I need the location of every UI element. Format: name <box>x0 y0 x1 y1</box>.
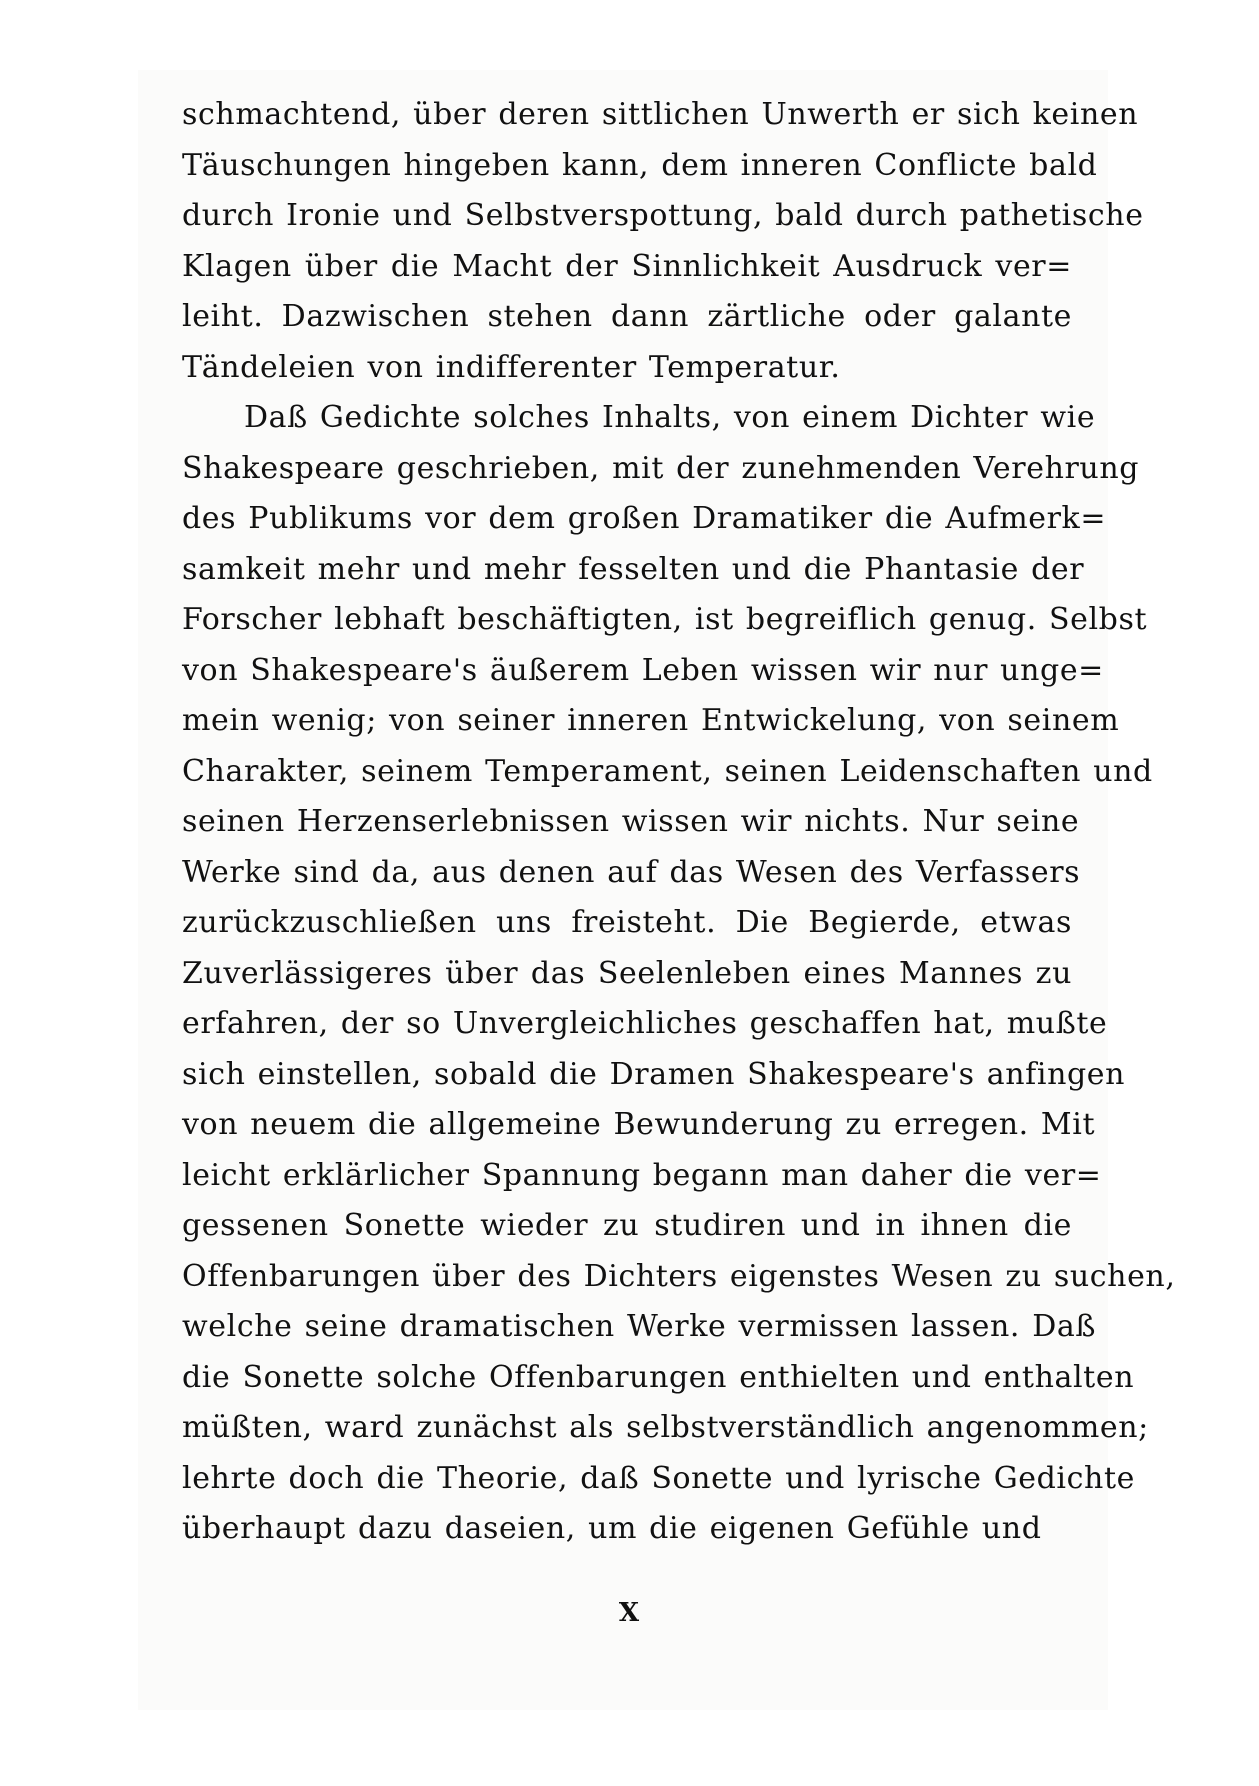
text-line: müßten, ward zunächst als selbstverständlich angenommen; <box>182 1410 1149 1445</box>
text-line: Forscher lebhaft beschäftigten, ist begreiflich genug. Selbst <box>182 602 1148 637</box>
text-line: Shakespeare geschrieben, mit der zunehmenden Verehrung <box>182 450 1140 486</box>
text-line: seinen Herzenserlebnissen wissen wir nichts. Nur seine <box>182 804 1080 839</box>
text-line: überhaupt dazu daseien, um die eigenen Gefühle und <box>182 1511 1042 1546</box>
body-text <box>182 90 1176 1555</box>
text-line: leicht erklärlicher Spannung begann man daher die ver= <box>182 1157 1102 1193</box>
paragraph <box>182 90 1144 393</box>
text-line: die Sonette solche Offenbarungen enthielten und enthalten <box>182 1359 1135 1395</box>
text-line: zurückzuschließen uns freisteht. Die Begierde, etwas <box>182 905 1072 940</box>
text-line: lehrte doch die Theorie, daß Sonette und lyrische Gedichte <box>182 1460 1135 1496</box>
text-line: samkeit mehr und mehr fesselten und die Phantasie der <box>182 551 1085 587</box>
text-line: Zuverlässigeres über das Seelenleben eines Mannes zu <box>182 955 1072 991</box>
text-line: Werke sind da, aus denen auf das Wesen des Verfassers <box>182 854 1081 890</box>
text-line: schmachtend, über deren sittlichen Unwerth er sich keinen <box>182 97 1139 132</box>
text-line: sich einstellen, sobald die Dramen Shakespeare's anfingen <box>182 1056 1126 1092</box>
text-line: von neuem die allgemeine Bewunderung zu erregen. Mit <box>182 1107 1096 1142</box>
text-line: mein wenig; von seiner inneren Entwickelung, von seinem <box>182 703 1120 738</box>
text-line: welche seine dramatischen Werke vermissen lassen. Daß <box>182 1309 1096 1344</box>
text-line: Offenbarungen über des Dichters eigenstes Wesen zu suchen, <box>182 1258 1176 1294</box>
text-line: durch Ironie und Selbstverspottung, bald durch pathetische <box>182 198 1144 233</box>
text-line: des Publikums vor dem großen Dramatiker die Aufmerk= <box>182 501 1107 536</box>
text-line: Daß Gedichte solches Inhalts, von einem Dichter wie <box>244 400 1096 435</box>
text-line: gessenen Sonette wieder zu studiren und in ihnen die <box>182 1208 1072 1243</box>
text-line: von Shakespeare's äußerem Leben wissen wir nur unge= <box>182 652 1104 688</box>
paragraph <box>182 393 1176 1555</box>
text-line: Klagen über die Macht der Sinnlichkeit Ausdruck ver= <box>182 248 1072 284</box>
text-line: erfahren, der so Unvergleichliches geschaffen hat, mußte <box>182 1006 1108 1041</box>
text-line: Täuschungen hingeben kann, dem inneren Conflicte bald <box>182 147 1098 183</box>
text-line: Charakter, seinem Temperament, seinen Leidenschaften und <box>182 753 1153 789</box>
text-line: Tändeleien von indifferenter Temperatur. <box>182 349 841 385</box>
text-line: leiht. Dazwischen stehen dann zärtliche oder galante <box>182 299 1072 334</box>
page-number: X <box>618 1598 641 1628</box>
